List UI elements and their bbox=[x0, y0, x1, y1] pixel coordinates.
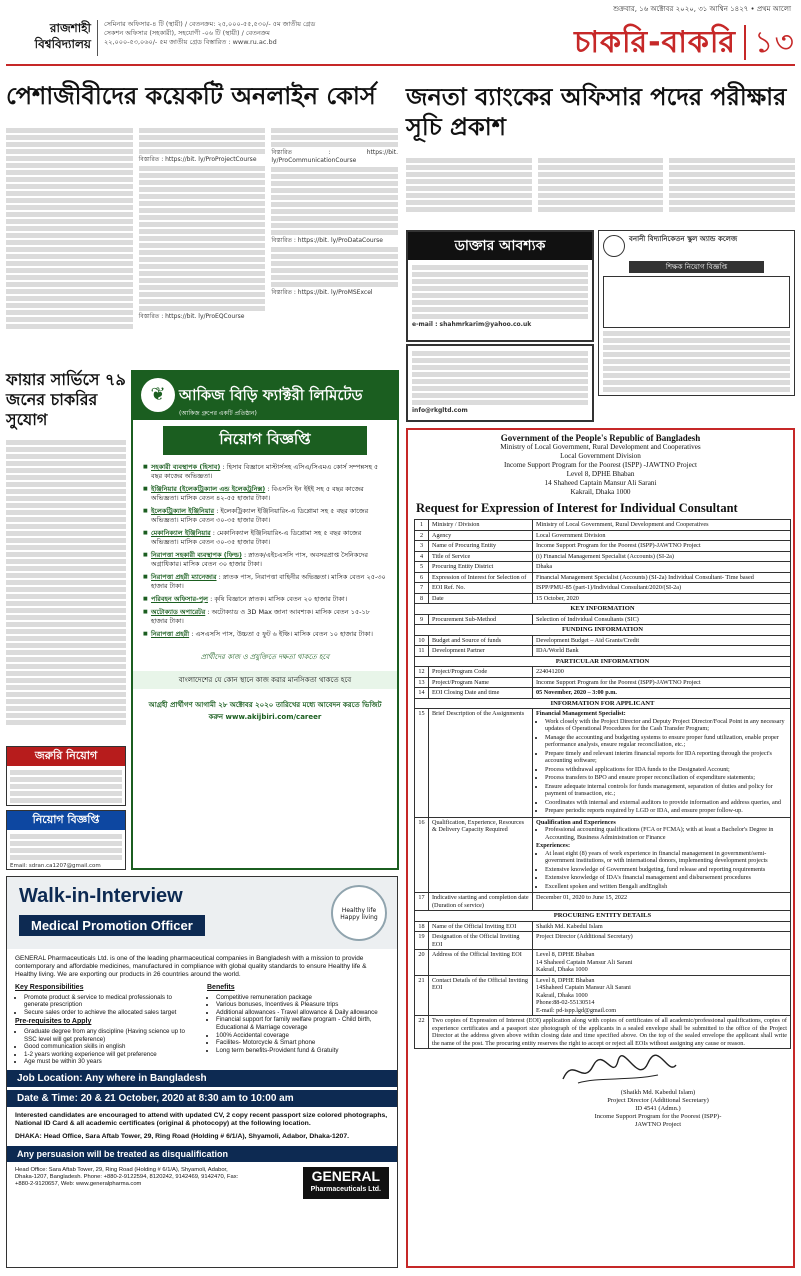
responsibilities-column bbox=[15, 982, 197, 1066]
table-row: 5 Procuring Entity District Dhaka bbox=[415, 562, 791, 573]
eoi-header-line: Income Support Program for the Poorest (ISPP) -JAWTNO Project bbox=[503, 461, 698, 469]
walk-in-banner bbox=[7, 877, 397, 949]
signatory-line: JAWTNO Project bbox=[634, 1121, 682, 1128]
list-item: • Process withdrawal applications for IDA funds to the Designated Account; bbox=[545, 766, 787, 774]
eoi-header-line: 14 Shaheed Captain Mansur Ali Sarani bbox=[544, 479, 657, 487]
university-notice bbox=[104, 20, 404, 47]
government-eoi-notice bbox=[406, 428, 795, 1268]
table-row: 3 Name of Procuring Entity Income Support Program for the Poorest (ISPP)-JAWTNO Project bbox=[415, 541, 791, 552]
signature-block bbox=[408, 1049, 793, 1135]
course-link[interactable]: বিস্তারিত : https://bit. ly/ProDataCourse bbox=[271, 237, 383, 244]
course-link[interactable]: বিস্তারিত : https://bit. ly/ProProjectCourse bbox=[138, 156, 257, 163]
notice-line: ২২,০০০-৫৩,০৬০/- ৫ম জাতীয় গ্রেড বিস্তারিত : www.ru.ac.bd bbox=[104, 38, 277, 46]
job-location: Job Location: Any where in Bangladesh bbox=[7, 1070, 397, 1087]
online-course-article bbox=[6, 126, 398, 364]
table-row: 16 Qualification, Experience, Resources & Delivery Capacity Required Qualification and Experiences • Professional accounting qualifications (FCA or FCMA); with at least a Bachelor's Degree in Accounting, Business Administration or Finance Experiences: • At least eight (8) years of work experience in financial management in government/semi-government institutions, or with international donors, implementing development projects • Extensive knowledge of Government budgeting, fund release and reporting requirements • Extensive knowledge of IDA's financial management and disbursement procedures • Excellent spoken and written Bengali andEnglish bbox=[415, 817, 791, 893]
section-heading-row: PROCURING ENTITY DETAILS bbox=[415, 911, 791, 922]
walk-in-position: Medical Promotion Officer bbox=[19, 915, 205, 936]
interview-instructions: Interested candidates are encouraged to attend with updated CV, 2 copy recent passport size colored photographs, National ID Card & all academic certificates (original & photocopy) at the following location. bbox=[15, 1111, 388, 1128]
interview-address: DHAKA: Head Office, Sara Aftab Tower, 29, Ring Road (Holding # 6/1/A), Shyamoli, Adabor, Dhaka-1207. bbox=[15, 1132, 349, 1140]
table-row: 13 Project/Program Name Income Support Program for the Poorest (ISPP)-JAWTNO Project bbox=[415, 677, 791, 688]
list-item: • Extensive knowledge of Government budgeting, fund release and reporting requirements bbox=[545, 866, 787, 874]
disqualification-warning: Any persuasion will be treated as disqualification bbox=[7, 1146, 397, 1162]
contact-email[interactable]: E-mail: pd-ispp.lgd@gmail.com bbox=[536, 1006, 617, 1014]
list-item: • Good communication skills in english bbox=[24, 1043, 197, 1051]
banani-school-ad bbox=[598, 230, 795, 396]
list-item: • Ensure adequate internal controls for funds management, separation of duties and policy for payment of transaction, etc.; bbox=[545, 783, 787, 798]
page-number: ১৩ bbox=[744, 25, 795, 60]
table-row: 6 Expression of Interest for Selection of Financial Management Specialist (Accounts) (SI-2a) Individual Consultant- Time based bbox=[415, 572, 791, 583]
doctor-ad-title: ডাক্তার আবশ্যক bbox=[408, 232, 592, 260]
school-name: বনানী বিদ্যানিকেতন স্কুল অ্যান্ড কলেজ bbox=[629, 235, 738, 243]
list-item: • Competitive remuneration package bbox=[216, 994, 389, 1002]
interview-datetime: Date & Time: 20 & 21 October, 2020 at 8:30 am to 10:00 am bbox=[7, 1090, 397, 1107]
akij-note: প্রার্থীদের কাজ ও প্রযুক্তিতে দক্ষতা থাকতে হবে bbox=[200, 653, 330, 661]
vacancy-item: ■ ইঞ্জিনিয়ার (ইলেকট্রিক্যাল এন্ড ইলেকট্রনিক্স) : বিএসসি ইন ইইই সহ ৫ বছর কাজের অভিজ্ঞতা। মাসিক বেতন ৪২-৫৫ হাজার টাকা। bbox=[143, 485, 387, 503]
table-row: 8 Date 15 October, 2020 bbox=[415, 593, 791, 604]
table-row: 15 Brief Description of the Assignments Financial Management Specialist: • Work closely with the Project Director and Deputy Project Director/Focal Point in any necessary updates of Operational Procedures for the Cash Transfer Program; • Manage the accounting and budgeting systems to ensure proper fund utilization, enable proper performance analysis, ensure regular reconciliation, etc.; • Prepare timely and relevant interim financial reports for IDA reporting through the project's accounting software; • Process withdrawal applications for IDA funds to the Designated Account; • Process transfers to BPO and ensure proper reconciliation of expenditure statements; • Ensure adequate internal controls for funds management, separation of duties and policy for payment of transaction, etc.; • Coordinates with internal and external auditors to provide information and address queries, and • Prepare periodic reports required by LGD or IDA, and ensure proper follow-up. bbox=[415, 709, 791, 818]
course-link[interactable]: বিস্তারিত : https://bit. ly/ProMSExcel bbox=[271, 289, 373, 296]
address-line: Kakrail, Dhaka 1000 bbox=[536, 966, 588, 973]
recruitment-ad-title: নিয়োগ বিজ্ঞপ্তি bbox=[7, 811, 125, 830]
eoi-table bbox=[414, 519, 791, 1049]
vacancy-item: ■ পরিবহন অফিসার-পুল : কৃষি বিজ্ঞানে স্নাতক। মাসিক বেতন ২০ হাজার টাকা। bbox=[143, 595, 387, 604]
list-item: • Promote product & service to medical professionals to generate prescription bbox=[24, 994, 197, 1009]
walk-in-title: Walk-in-Interview bbox=[19, 885, 183, 907]
signature-image bbox=[558, 1051, 678, 1091]
key-resp-heading: Key Responsibilities bbox=[15, 984, 84, 991]
address-line: Level 8, DPHE Bhaban bbox=[536, 951, 595, 958]
benefits-heading: Benefits bbox=[207, 984, 235, 991]
head-office-info: Head Office: Sara Aftab Tower, 29, Ring Road (Holding # 6/1/A), Shyamoli, Adabor, Dhaka-1207, Bangladesh. Phone: +880-2-9122594, 8120242, 9142469, 9142470, Fax: +880-2-9120657, Web: www.generalpharma.com bbox=[15, 1167, 239, 1188]
table-row: 9 Procurement Sub-Method Selection of Individual Consultants (SIC) bbox=[415, 614, 791, 625]
course-link[interactable]: বিস্তারিত : https://bit. ly/ProEQCourse bbox=[138, 313, 245, 320]
rk-ad-email[interactable]: info@rkgltd.com bbox=[412, 407, 468, 414]
rk-recruitment-ad bbox=[406, 344, 594, 422]
address-line: 14 Shaheed Captain Mansur Ali Sarani bbox=[536, 958, 633, 966]
list-item: • Additional allowances - Travel allowance & Daily allowance bbox=[216, 1009, 389, 1017]
article-column bbox=[139, 126, 266, 364]
akij-vacancy-list bbox=[133, 461, 397, 645]
signatory-line: Income Support Program for the Poorest (ISPP)- bbox=[594, 1113, 722, 1120]
list-item: • Extensive knowledge of IDA's financial management and disbursement procedures bbox=[545, 874, 787, 882]
list-item: • Long term benefits-Provident fund & Gratuity bbox=[216, 1047, 389, 1055]
section-title-text: চাকরি-বাকরি bbox=[574, 25, 737, 60]
school-logo bbox=[603, 235, 625, 257]
vacancy-table bbox=[603, 276, 790, 328]
akij-recruitment-ad bbox=[131, 370, 399, 870]
list-item: • Financial support for family welfare program - Child birth, Educational & Marriage coverage bbox=[216, 1016, 389, 1031]
list-item: • 1-2 years working experience will get preference bbox=[24, 1051, 197, 1059]
vacancy-item: ■ নিরাপত্তা প্রহরী : এসএসসি পাস, উচ্চতা ৫ ফুট ৬ ইঞ্চি। মাসিক বেতন ১০ হাজার টাকা। bbox=[143, 630, 387, 639]
article-column bbox=[271, 126, 398, 364]
list-item: • 100% Accidental coverage bbox=[216, 1032, 389, 1040]
dateline: শুক্রবার, ১৬ অক্টোবর ২০২০, ৩১ আশ্বিন ১৪২৭ • প্রথম আলো bbox=[613, 5, 791, 13]
list-item: • Manage the accounting and budgeting systems to ensure proper fund utilization, enable proper performance analysis, ensure regular reconciliation, etc.; bbox=[545, 734, 787, 749]
signatory-details bbox=[528, 1089, 788, 1129]
table-row: 14 EOI Closing Date and time 05 November, 2020 – 3:00 p.m. bbox=[415, 688, 791, 699]
eoi-header-line: Kakrail, Dhaka 1000 bbox=[570, 488, 631, 496]
table-row: 21 Contact Details of the Official Inviting EOI Level 8, DPHE Bhaban 14Shaheed Captain Mansur Ali Sarani Kakrail, Dhaka 1000 Phone:88-02-55130514 E-mail: pd-ispp.lgd@gmail.com bbox=[415, 975, 791, 1016]
akij-footer: বাংলাদেশের যে কোন স্থানে কাজ করার মানসিকতা থাকতে হবে bbox=[133, 671, 397, 689]
list-item: • Prepare periodic reports required by LGD or IDA, and ensure proper follow-up. bbox=[545, 807, 787, 815]
akij-company-sub: (আকিজ গ্রুপের একটি প্রতিষ্ঠান) bbox=[179, 410, 257, 417]
general-pharma-logo: GENERAL Pharmaceuticals Ltd. bbox=[303, 1167, 389, 1199]
akij-logo-icon: ❦ bbox=[141, 378, 175, 412]
list-item: • Coordinates with internal and external auditors to provide information and address queries, and bbox=[545, 799, 787, 807]
section-heading-row: KEY INFORMATION bbox=[415, 604, 791, 615]
recruitment-ad-email[interactable]: Email: sdran.ca1207@gmail.com bbox=[10, 863, 101, 869]
table-row: 12 Project/Program Code 224041200 bbox=[415, 667, 791, 678]
akij-apply-link[interactable]: আগ্রহী প্রার্থীগণ আগামী ২৮ অক্টোবর ২০২০ তারিখের মধ্যে আবেদন করতে ভিজিট করুন www.akijbiri.com/career bbox=[148, 701, 382, 721]
vacancy-item: ■ সহকারী ব্যবস্থাপক (হিসাব) : হিসাব বিজ্ঞানে মাস্টার্সসহ এসিএ/সিএমএ কোর্স সম্পন্নসহ ৫ বছর কাজের অভিজ্ঞতা। bbox=[143, 463, 387, 481]
masthead bbox=[6, 16, 795, 66]
akij-notice-title: নিয়োগ বিজ্ঞপ্তি bbox=[163, 426, 367, 455]
university-name: রাজশাহী বিশ্ববিদ্যালয় bbox=[6, 20, 98, 56]
list-item: • Excellent spoken and written Bengali andEnglish bbox=[545, 883, 787, 891]
vacancy-item: ■ মেকানিক্যাল ইঞ্জিনিয়ার : মেকানিক্যাল ইঞ্জিনিয়ারিং-এ ডিপ্লোমা সহ ৫ বছর কাজের অভিজ্ঞতা। মাসিক বেতন ৩০-৩৫ হাজার টাকা। bbox=[143, 529, 387, 547]
table-row: 1 Ministry / Division Ministry of Local Government, Rural Development and Cooperatives bbox=[415, 520, 791, 531]
urgent-ad-title: জরুরি নিয়োগ bbox=[7, 747, 125, 766]
course-link[interactable]: বিস্তারিত : https://bit. ly/ProCommunicationCourse bbox=[271, 149, 398, 164]
list-item: • Professional accounting qualifications (FCA or FCMA); with at least a Bachelor's Degree in Accounting, Business Administration or Finance bbox=[545, 826, 787, 841]
online-course-headline: পেশাজীবীদের কয়েকটি অনলাইন কোর্স bbox=[6, 82, 376, 110]
contact-phone: Phone:88-02-55130514 bbox=[536, 999, 595, 1006]
eoi-header-line: Ministry of Local Government, Rural Development and Cooperatives bbox=[500, 443, 701, 451]
benefits-column bbox=[207, 982, 389, 1066]
urgent-recruitment-ad bbox=[6, 746, 126, 806]
eoi-header-line: Government of the People's Republic of Bangladesh bbox=[500, 433, 701, 443]
recruitment-notice-ad bbox=[6, 810, 126, 870]
list-item: • Work closely with the Project Director and Deputy Project Director/Focal Point in any necessary updates of Operational Procedures for the Cash Transfer Program; bbox=[545, 718, 787, 733]
list-item: • Prepare timely and relevant interim financial reports for IDA reporting through the project's accounting software; bbox=[545, 750, 787, 765]
article-column bbox=[6, 126, 133, 364]
vacancy-item: ■ নিরাপত্তা সহকারী ব্যবস্থাপক (ফিল্ড) : স্নাতক/এইচএসসি পাস, অবসরপ্রাপ্ত সৈনিকদের অগ্রাধিকার। মাসিক বেতন ৩০ হাজার টাকা। bbox=[143, 551, 387, 569]
akij-company-name: আকিজ বিড়ি ফ্যাক্টরী লিমিটেড bbox=[179, 385, 363, 404]
contact-line: Kakrail, Dhaka 1000 bbox=[536, 991, 588, 999]
akij-header bbox=[133, 372, 397, 420]
fire-service-headline: ফায়ার সার্ভিসে ৭৯ জনের চাকরির সুযোগ bbox=[6, 370, 126, 429]
table-row: 7 EOI Ref. No. ISPP/PMU-85 (part-1)/Individual Consultant/2020/(SI-2a) bbox=[415, 583, 791, 594]
notice-line: সেকশন অফিসার (সহকারী), সহযোগী -০৬ টি (স্থায়ী) / বেতনক্রম bbox=[104, 29, 270, 37]
table-row: 17 Indicative starting and completion date (Duration of service) December 01, 2020 to June 15, 2022 bbox=[415, 893, 791, 911]
eoi-header bbox=[408, 430, 793, 497]
walk-in-interview-ad bbox=[6, 876, 398, 1268]
qualification-heading: Qualification and Experiences bbox=[536, 818, 616, 826]
signatory-name: (Shaikh Md. Kabedul Islam) bbox=[620, 1089, 696, 1096]
doctor-ad-email[interactable]: e-mail : shahmrkarim@yahoo.co.uk bbox=[412, 321, 532, 328]
eoi-header-line: Level 8, DPHE Bhaban bbox=[566, 470, 635, 478]
table-row: 2 Agency Local Government Division bbox=[415, 530, 791, 541]
school-ad-subtitle: শিক্ষক নিয়োগ বিজ্ঞপ্তি bbox=[629, 261, 764, 273]
fire-service-article bbox=[6, 438, 126, 738]
list-item: • At least eight (8) years of work experience in financial management in government/semi-government institutions, or with international donors, implementing development projects bbox=[545, 850, 787, 865]
table-row: 22 Two copies of Expression of Interest (EOI) application along with copies of certificates of all academic/professional qualifications, copies of experience certificates and a passport size photograph of the applicants in a sealed envelope shall be submitted to the office of the Project Director at the address given above within closing date and time specified above. On the top of the sealed envelope the applicant shall write the name of the post. The procuring entity reserves the right to accept or reject all EOIs without assigning any cause or reason. bbox=[415, 1016, 791, 1049]
signatory-line: ID 4541 (Admn.) bbox=[635, 1105, 681, 1112]
section-heading-row: INFORMATION FOR APPLICANT bbox=[415, 698, 791, 709]
vacancy-item: ■ ইলেকট্রিক্যাল ইঞ্জিনিয়ার : ইলেকট্রিক্যাল ইঞ্জিনিয়ারিং-এ ডিপ্লোমা সহ ৫ বছর কাজের অভিজ্ঞতা। মাসিক বেতন ৩০-৩৫ হাজার টাকা। bbox=[143, 507, 387, 525]
section-title bbox=[574, 18, 795, 69]
list-item: • Various bonuses, Incentives & Pleasure trips bbox=[216, 1001, 389, 1009]
list-item: • Age must be within 30 years bbox=[24, 1058, 197, 1066]
assignment-heading: Financial Management Specialist: bbox=[536, 710, 626, 717]
eoi-title: Request for Expression of Interest for Individual Consultant bbox=[416, 501, 738, 515]
table-row: 4 Title of Service (i) Financial Management Specialist (Accounts) (SI-2a) bbox=[415, 551, 791, 562]
list-item: • Graduate degree from any discipline (Having science up to SSC level will get preference) bbox=[24, 1028, 197, 1043]
bank-exam-headline: জনতা ব্যাংকের অফিসার পদের পরীক্ষার সূচি প্রকাশ bbox=[406, 83, 787, 141]
signatory-line: Project Director (Additional Secretary) bbox=[607, 1097, 709, 1104]
table-row: 10 Budget and Source of funds Development Budget – Aid Grants/Credit bbox=[415, 635, 791, 646]
experience-heading: Experiences: bbox=[536, 842, 571, 849]
walk-in-details bbox=[7, 982, 397, 1066]
company-intro: GENERAL Pharmaceuticals Ltd. is one of the leading pharmaceutical companies in Bangladesh with a mission to provide contemporary and affordable medicines, manufactured in compliance with global quality standards to ensure Healthy life & Healthy living. We are exporting our products in 26 countries around the world. bbox=[15, 955, 367, 978]
walk-in-footer bbox=[7, 1165, 397, 1201]
table-row: 19 Designation of the Official Inviting EOI Project Director (Additional Secretary) bbox=[415, 932, 791, 950]
list-item: • Process transfers to BPO and ensure proper reconciliation of expenditure statements; bbox=[545, 774, 787, 782]
vacancy-item: ■ নিরাপত্তা প্রহরী ম্যানেজার : স্নাতক পাস, নিরাপত্তা বাহিনীর অভিজ্ঞতা। মাসিক বেতন ২৫-৩০ হাজার টাকা। bbox=[143, 573, 387, 591]
vacancy-item: ■ অটোক্যাড অপারেটর : অটোক্যাড ও 3D Max জানা আবশ্যক। মাসিক বেতন ১৫-১৮ হাজার টাকা। bbox=[143, 608, 387, 626]
notice-line: সেমিনার অফিসার-৪ টি (স্থায়ী) / বেতনক্রম: ২৫,০০০-৫৫,৫৩০/- ৫ম জাতীয় গ্রেড bbox=[104, 20, 316, 28]
eoi-header-line: Local Government Division bbox=[560, 452, 641, 460]
healthy-life-badge-icon: Healthy life Happy living bbox=[331, 885, 387, 941]
contact-line: 14Shaheed Captain Mansur Ali Sarani bbox=[536, 984, 631, 991]
table-row: 11 Development Partner IDA/World Bank bbox=[415, 646, 791, 657]
table-row: 18 Name of the Official Inviting EOI Shaikh Md. Kabedul Islam bbox=[415, 921, 791, 932]
bank-exam-article bbox=[406, 156, 795, 224]
contact-line: Level 8, DPHE Bhaban bbox=[536, 976, 595, 984]
prereq-heading: Pre-requisites to Apply bbox=[15, 1018, 92, 1026]
doctor-wanted-ad bbox=[406, 230, 594, 342]
section-heading-row: FUNDING INFORMATION bbox=[415, 625, 791, 636]
list-item: • Facilites- Motorcycle & Smart phone bbox=[216, 1039, 389, 1047]
section-heading-row: PARTICULAR INFORMATION bbox=[415, 656, 791, 667]
list-item: • Secure sales order to achieve the allocated sales target bbox=[24, 1009, 197, 1017]
table-row: 20 Address of the Official Inviting EOI Level 8, DPHE Bhaban 14 Shaheed Captain Mansur Ali Sarani Kakrail, Dhaka 1000 bbox=[415, 950, 791, 976]
